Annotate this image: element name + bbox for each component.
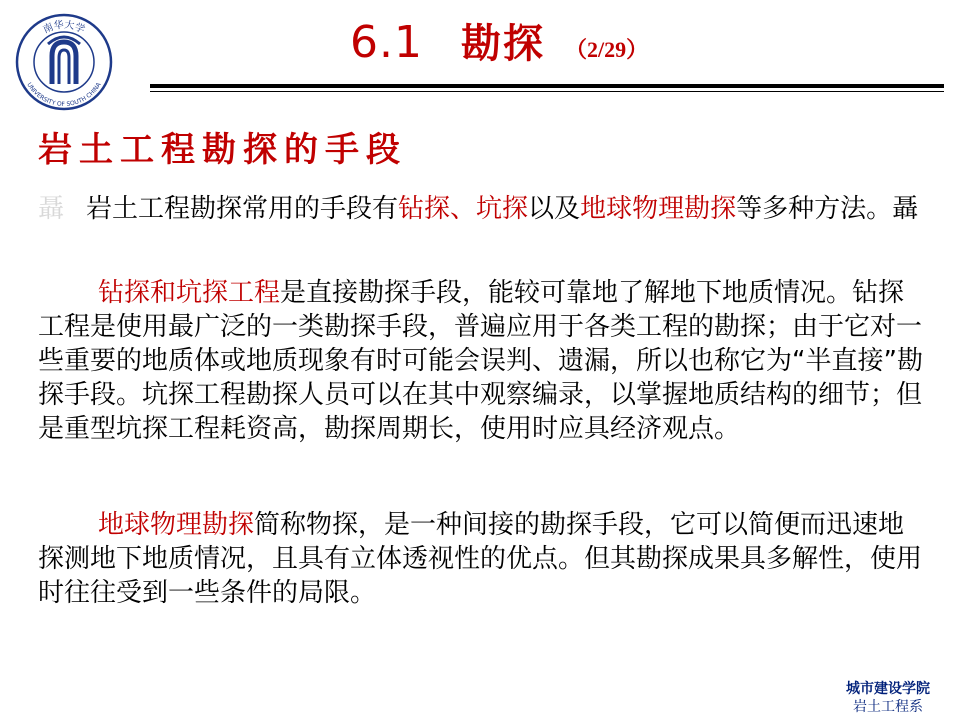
paragraph-2 <box>38 276 928 446</box>
paragraph-1-text-a: 岩土工程勘探常用的手段有 <box>86 194 399 224</box>
paragraph-1-highlight-a: 钻探、坑探 <box>398 194 529 224</box>
svg-text:南华大学 <box>41 18 87 36</box>
paragraph-1-highlight-b: 地球物理勘探 <box>580 194 737 224</box>
footer-school: 城市建设学院 <box>846 681 930 697</box>
university-logo <box>12 12 116 112</box>
svg-text:UNIVERSITY OF SOUTH CHINA <box>25 81 103 108</box>
section-heading: 岩土工程勘探的手段 <box>38 130 407 170</box>
paragraph-1 <box>38 192 928 226</box>
paragraph-1-text-c: 等多种方法。聶 <box>736 194 919 224</box>
paragraph-1-text-b: 以及 <box>528 194 581 224</box>
footer-department: 岩土工程系 <box>853 699 923 715</box>
paragraph-2-highlight: 钻探和坑探工程 <box>98 278 281 308</box>
title-word: 勘探 <box>460 21 545 67</box>
paragraph-3-highlight: 地球物理勘探 <box>98 510 255 540</box>
paragraph-2-text: 是直接勘探手段，能较可靠地了解地下地质情况。钻探工程是使用最广泛的一类勘探手段，普遍应用于各类工程的勘探；由于它对一些重要的地质体或地质现象有时可能会误判、遗漏，所以也称它为“半直接”勘探手段。坑探工程勘探人员可以在其中观察编录，以掌握地质结构的细节；但是重型坑探工程耗资高，勘探周期长，使用时应具经济观点。 <box>38 278 923 444</box>
footer <box>846 680 930 716</box>
logo-bottom-text: UNIVERSITY OF SOUTH CHINA <box>25 81 103 109</box>
logo-top-text: 南华大学 <box>41 19 87 36</box>
bullet-glyph: 聶 <box>38 194 65 224</box>
page-indicator: （2/29） <box>564 37 649 62</box>
title-number: 6.1 <box>350 17 423 68</box>
title-rule-thin <box>150 91 944 92</box>
title-rule-thick <box>150 84 944 88</box>
paragraph-3-text: 简称物探，是一种间接的勘探手段，它可以简便而迅速地探测地下地质情况，且具有立体透视性的优点。但其勘探成果具多解性，使用时往往受到一些条件的局限。 <box>38 510 923 608</box>
paragraph-3 <box>38 508 928 610</box>
slide-title <box>350 12 648 72</box>
